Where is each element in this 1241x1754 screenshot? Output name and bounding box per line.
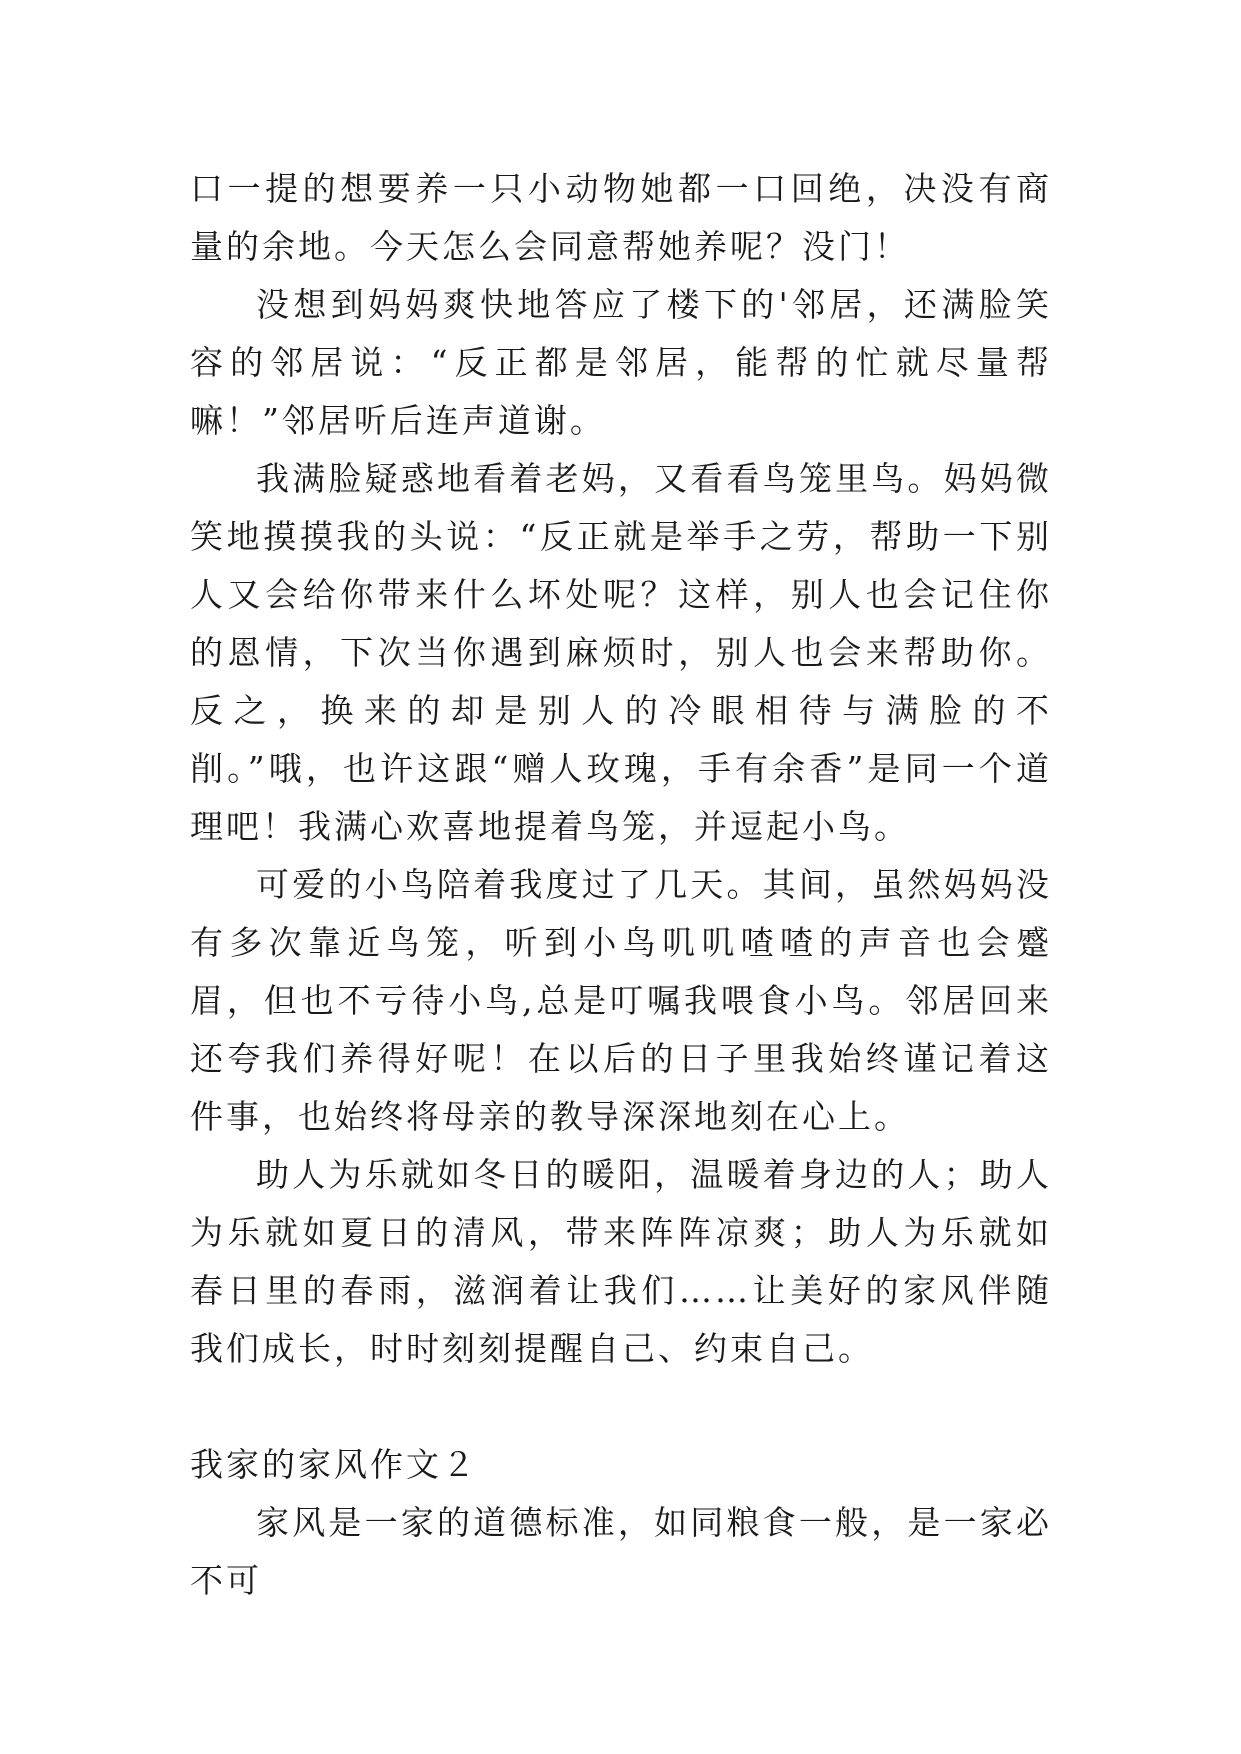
paragraph-continued: 口一提的想要养一只小动物她都一口回绝，决没有商量的余地。今天怎么会同意帮她养呢？没门！ xyxy=(190,169,1052,266)
paragraph: 助人为乐就如冬日的暖阳，温暖着身边的人；助人为乐就如夏日的清风，带来阵阵凉爽；助人为乐就如春日里的春雨，滋润着让我们……让美好的家风伴随我们成长，时时刻刻提醒自己、约束自己。 xyxy=(190,1155,1052,1368)
paragraph: 可爱的小鸟陪着我度过了几天。其间，虽然妈妈没有多次靠近鸟笼，听到小鸟叽叽喳喳的声音也会蹙眉，但也不亏待小鸟,总是叮嘱我喂食小鸟。邻居回来还夸我们养得好呢！在以后的日子里我始终谨记着这件事，也始终将母亲的教导深深地刻在心上。 xyxy=(190,865,1052,1136)
paragraph: 我满脸疑惑地看着老妈，又看看鸟笼里鸟。妈妈微笑地摸摸我的头说：“反正就是举手之劳，帮助一下别人又会给你带来什么坏处呢？这样，别人也会记住你的恩情，下次当你遇到麻烦时，别人也会来帮助你。反之，换来的却是别人的冷眼相待与满脸的不削。”哦，也许这跟“赠人玫瑰，手有余香”是同一个道理吧！我满心欢喜地提着鸟笼，并逗起小鸟。 xyxy=(190,459,1052,846)
paragraph: 家风是一家的道德标准，如同粮食一般，是一家必不可 xyxy=(190,1503,1052,1600)
section-heading: 我家的家风作文２ xyxy=(190,1445,478,1484)
document-body xyxy=(190,160,1052,1610)
paragraph: 没想到妈妈爽快地答应了楼下的'邻居，还满脸笑容的邻居说：“反正都是邻居，能帮的忙就尽量帮嘛！”邻居听后连声道谢。 xyxy=(190,285,1052,440)
section-spacer xyxy=(190,1378,1052,1436)
